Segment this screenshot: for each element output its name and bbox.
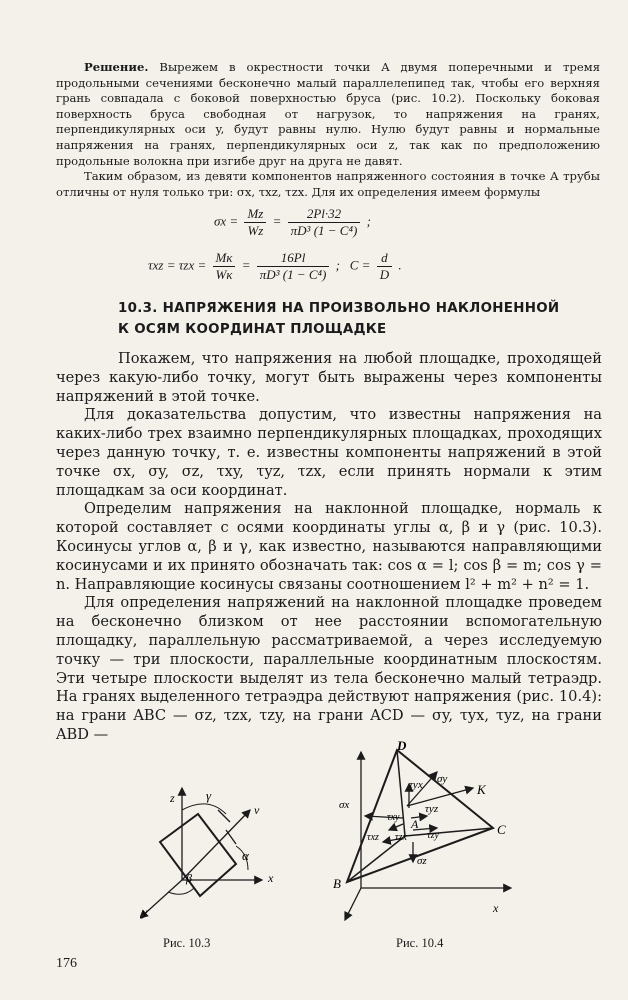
figure-10-3-caption: Рис. 10.3 [163,936,211,950]
fig1-label-alpha: α [242,848,249,863]
normal-vector [182,810,250,880]
fraction: $\frac{Mк}{Wк}$ [213,250,236,283]
fig2-label-tau-yz: τyz [425,803,439,815]
fig2-label-tau-xy: τxy [387,812,400,823]
fig2-label-C: C [497,822,506,837]
fig2-label-tau-zx: τzx [395,832,407,843]
fig2-label-tau-zy: τzy [427,830,439,841]
fig2-label-x: x [493,901,499,915]
fraction: $\frac{Mz}{Wz}$ [244,206,266,239]
formula-tau: τxz = τzx = $\frac{Mк}{Wк}$ = $\frac{16Pl}{\text{πD³ (1 − C⁴)}}$ ; C = $\frac{d}{D}$ . [148,250,402,282]
solution-label: Решение. [84,60,149,74]
fig2-label-K: K [477,782,486,797]
solution-block [56,60,600,200]
figure-10-4-caption: Рис. 10.4 [396,936,444,950]
fig2-label-tau-xz: τxz [367,832,379,843]
fig2-label-sigma-z: σz [417,855,427,867]
fig2-label-sigma-x: σx [339,799,350,811]
figure-10-3 [140,770,300,930]
fig2-label-A: A [411,817,419,831]
fig2-label-sigma-y: σy [437,773,448,785]
formula-sigma-x: σx = $\frac{Mz}{Wz}$ = $\frac{2Pl\cdot 32}{\text{πD³ (1 − C⁴)}}$ ; [214,206,371,238]
fraction: $\frac{d}{D}$ [377,250,392,283]
fig1-label-z: z [170,791,175,805]
body-paragraph-4: Для определения напряжений на наклонной площадке проведем на бесконечно близком от нее расстоянии вспомогательную площадку, параллельную рассматриваемой, а через исследуемую точку — три плоскости, параллельные координатным плоскостям. Эти четыре плоскости выделят из тела бесконечно малый тетраэдр. На гранях выделенного тетраэдра действуют напряжения (рис. 10.4): на грани ABC — σz, τzx, τzy, на грани ACD — σy, τyx, τyz, на грани ABD — [56,594,602,743]
fig1-label-y: y [142,905,148,919]
fraction: $\frac{16Pl}{\text{πD³ (1 − C⁴)}}$ [257,250,330,283]
body-text [56,350,602,745]
inclined-plane [160,814,236,896]
heading-line-2: К ОСЯМ КООРДИНАТ ПЛОЩАДКЕ [118,322,387,337]
fig2-label-tau-yx: τyx [409,779,423,791]
fig2-label-B: B [333,876,341,891]
fig1-label-nu: ν [254,803,260,817]
solution-paragraph-1: Вырежем в окрестности точки A двумя поперечными и тремя продольными сечениями бесконечно малый параллелепипед так, чтобы его верхняя грань совпадала с боковой поверхностью бруса (рис. 10.2). Поскольку боковая поверхность бруса свободная от нагрузок, то напряжения на гранях, перпендикулярных оси y, будут равны нулю. Нулю будут равны и нормальные напряжения на гранях, перпендикулярных оси z, так как по предположению продольные волокна при изгибе друг на друга не давят. [56,60,601,168]
body-paragraph-2: Для доказательства допустим, что известны напряжения на каких-либо трех взаимно перпендикулярных площадках, проходящих через данную точку, т. е. известны компоненты напряжений в этой точке σx, σy, σz, τxy, τyz, τzx, если принять нормали к этим площадкам за оси координат. [56,406,602,499]
body-paragraph-1: Покажем, что напряжения на любой площадке, проходящей через какую-либо точку, могут быть выражены через компоненты напряжений в этой точке. [56,350,602,405]
solution-paragraph-2: Таким образом, из девяти компонентов напряженного состояния в точке A трубы отличны от нуля только три: σx, τxz, τzx. Для их определения имеем формулы [56,169,600,199]
axis-oblique [345,888,361,920]
heading-line-1: 10.3. НАПРЯЖЕНИЯ НА ПРОИЗВОЛЬНО НАКЛОНЕННОЙ [118,301,560,316]
figure-10-4 [325,738,525,928]
fig2-label-D: D [397,738,407,753]
fig1-label-beta: β [186,871,192,885]
fig1-label-gamma: γ [206,788,212,803]
fig1-label-x: x [268,871,274,885]
body-paragraph-3: Определим напряжения на наклонной площадке, нормаль к которой составляет с осями координаты углы α, β и γ (рис. 10.3). Косинусы углов α, β и γ, как известно, называются направляющими косинусами и их принято обозначать так: cos α = l; cos β = m; cos γ = n. Направляющие косинусы связаны соотношением l² + m² + n² = 1. [56,500,602,593]
section-heading [118,298,578,340]
page-number: 176 [56,956,77,971]
fraction: $\frac{2Pl\cdot 32}{\text{πD³ (1 − C⁴)}}$ [288,206,361,239]
